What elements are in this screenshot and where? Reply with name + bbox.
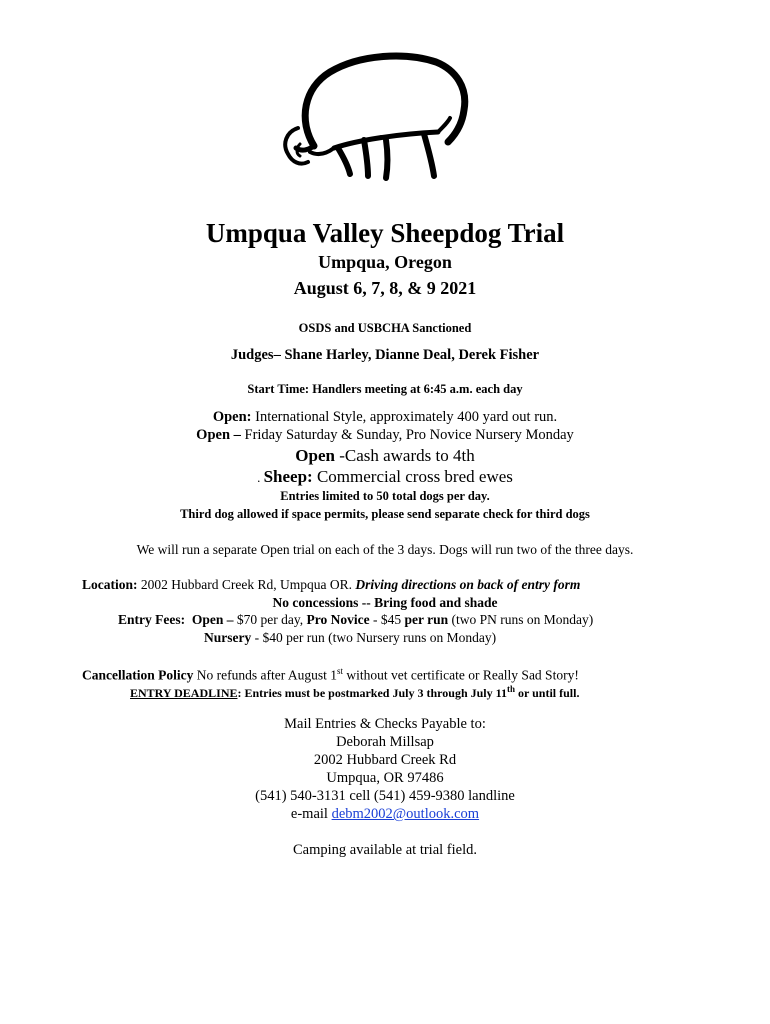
deadline-sup: th [506, 684, 515, 694]
mail-name: Deborah Millsap [336, 734, 434, 750]
mail-phones: (541) 540-3131 cell (541) 459-9380 landline [255, 788, 515, 804]
open-label: Open – [196, 427, 241, 443]
nursery-fee: - $40 per run (two Nursery runs on Monday) [251, 630, 497, 645]
open-description: International Style, approximately 400 yard out run. [251, 409, 558, 425]
mail-street: 2002 Hubbard Creek Rd [313, 752, 457, 768]
pro-novice-fee: - $45 [369, 612, 405, 627]
email-label: e-mail [290, 806, 332, 822]
location-address: 2002 Hubbard Creek Rd, Umpqua OR. [137, 577, 356, 592]
deadline-text-a: : Entries must be postmarked July 3 through July 11 [237, 686, 507, 700]
sheep-description: Commercial cross bred ewes [312, 467, 513, 486]
mail-email-line [0, 806, 770, 823]
entry-fees-line [118, 612, 593, 628]
mail-city: Umpqua, OR 97486 [326, 770, 444, 786]
location-line [82, 577, 580, 593]
directions-note: Driving directions on back of entry form [355, 577, 581, 592]
page-title: Umpqua Valley Sheepdog Trial [205, 218, 565, 248]
deadline-text-b: or until full. [514, 686, 580, 700]
separate-trial-line: We will run a separate Open trial on each of the 3 days. Dogs will run two of the three days. [136, 542, 634, 557]
open-label: Open [295, 446, 335, 465]
event-location-line: Umpqua, Oregon [318, 252, 452, 272]
deadline-label: ENTRY DEADLINE [130, 686, 238, 700]
nursery-label: Nursery [204, 630, 252, 645]
cancellation-line [82, 666, 579, 684]
pro-novice-label: Pro Novice [306, 612, 370, 627]
cancellation-text-b: without vet certificate or Really Sad Story! [343, 667, 579, 683]
pro-novice-note: (two PN runs on Monday) [448, 612, 594, 627]
entry-fees-label: Entry Fees: [118, 612, 186, 627]
open-class-line-2 [0, 427, 770, 444]
start-time-line: Start Time: Handlers meeting at 6:45 a.m. each day [247, 382, 523, 396]
cancellation-text-a: No refunds after August 1 [193, 667, 337, 683]
concessions-line: No concessions -- Bring food and shade [272, 595, 498, 610]
entries-limited-line: Entries limited to 50 total dogs per day. [280, 489, 490, 503]
per-run-label: per run [404, 612, 449, 627]
sheep-silhouette-icon [268, 48, 478, 188]
email-link[interactable]: debm2002@outlook.com [331, 806, 480, 822]
sheep-label: Sheep: [263, 467, 313, 486]
cancellation-label: Cancellation Policy [82, 667, 194, 683]
open-class-line-1 [0, 409, 770, 426]
open-fee-label: Open – [191, 612, 234, 627]
sheep-line [0, 467, 770, 487]
deadline-line [130, 684, 579, 701]
judges-line: Judges– Shane Harley, Dianne Deal, Derek Fisher [230, 347, 540, 363]
sheep-prefix: . [257, 470, 264, 485]
mail-heading: Mail Entries & Checks Payable to: [284, 716, 486, 732]
cash-awards: -Cash awards to 4th [334, 446, 475, 465]
nursery-fee-line [204, 630, 496, 646]
camping-note: Camping available at trial field. [292, 842, 477, 858]
open-label: Open: [212, 409, 252, 425]
third-dog-line: Third dog allowed if space permits, please send separate check for third dogs [180, 507, 590, 521]
event-dates-line: August 6, 7, 8, & 9 2021 [293, 278, 477, 298]
cancellation-sup: st [336, 666, 343, 676]
open-class-line-3 [0, 446, 770, 466]
sanction-line: OSDS and USBCHA Sanctioned [298, 321, 472, 335]
open-fee: $70 per day, [233, 612, 307, 627]
location-label: Location: [82, 577, 138, 592]
open-schedule: Friday Saturday & Sunday, Pro Novice Nursery Monday [240, 427, 574, 443]
